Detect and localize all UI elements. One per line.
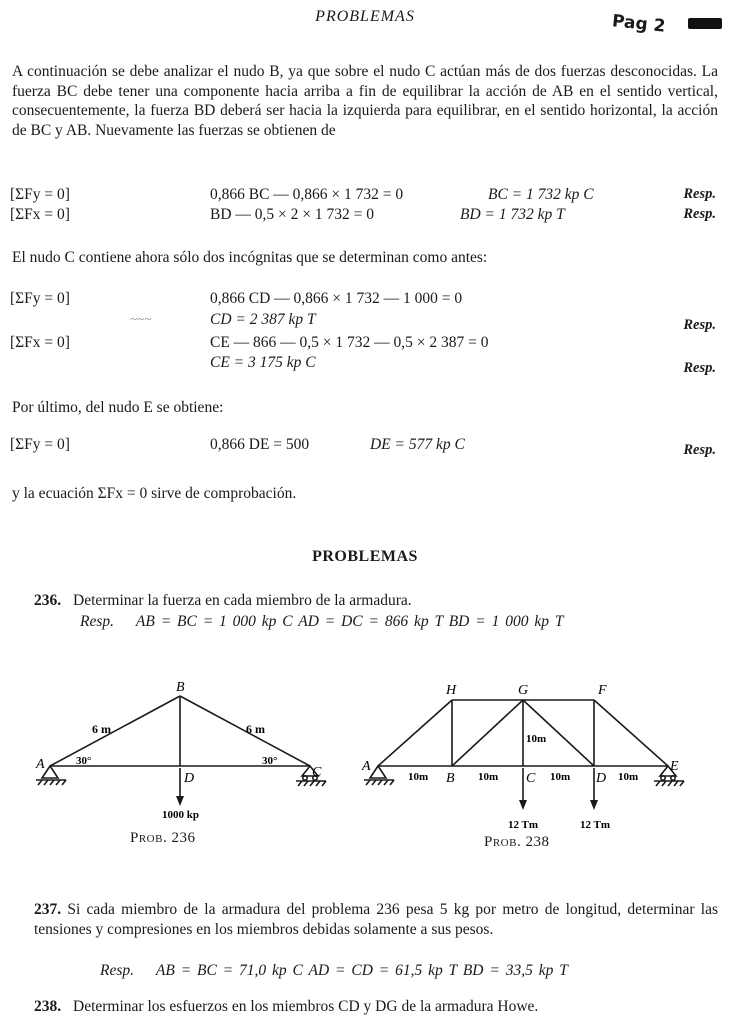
equation-label: [ΣFy = 0] (10, 290, 70, 307)
label-d: D (596, 771, 607, 786)
problem-236 (34, 592, 412, 610)
pin-support-a (370, 766, 386, 778)
intro-paragraph: A continuación se debe analizar el nudo B, ya que sobre el nudo C actúan más de dos fuerzas desconocidas. La fuerza BC debe tener una componente hacia arriba a fin de equilibrar la acción de AB en el sentido vertical, consecuentemente, la fuerza BD deberá ser hacia la izquierda para equilibrar, en el sentido horizontal, la acción de BC y AB. Nuevamente las fuerzas se obtienen de (12, 63, 718, 139)
answer-text: AB = BC = 71,0 kp C AD = CD = 61,5 kp T BD = 33,5 kp T (155, 962, 568, 979)
problem-236-answer (80, 613, 563, 631)
member-fe (594, 700, 668, 766)
problem-number: 237. (34, 901, 62, 918)
problem-number: 236. (34, 592, 62, 609)
length-left: 6 m (92, 722, 111, 736)
equation-row (10, 290, 716, 310)
label-b: B (446, 771, 455, 786)
equation-row (10, 186, 716, 206)
label-d: D (184, 771, 195, 786)
label-c: C (526, 771, 536, 786)
equation-result: BD = 1 732 kp T (460, 206, 565, 223)
problem-237 (34, 900, 718, 939)
equation-result: DE = 577 kp C (370, 436, 465, 453)
load-label: 1000 kp (162, 809, 199, 821)
equation-label: [ΣFy = 0] (10, 186, 70, 203)
equation-text: BD — 0,5 × 2 × 1 732 = 0 (210, 206, 375, 223)
problem-number: 238. (34, 998, 62, 1015)
label-e: E (670, 759, 679, 774)
equation-row (10, 354, 716, 374)
equation-text: 0,866 CD — 0,866 × 1 732 — 1 000 = 0 (210, 290, 463, 307)
problem-238 (34, 998, 538, 1016)
equation-result: BC = 1 732 kp C (488, 186, 594, 203)
equation-text: 0,866 DE = 500 (210, 436, 310, 453)
label-a: A (362, 759, 371, 774)
span-bc: 10m (478, 771, 499, 783)
section-title: PROBLEMAS (312, 548, 418, 565)
equation-result: CD = 2 387 kp T (210, 311, 316, 328)
equation-row (10, 311, 716, 331)
angle-right: 30° (262, 755, 278, 767)
member-ah (378, 700, 452, 766)
height-label: 10m (526, 733, 547, 745)
label-f: F (598, 683, 607, 698)
equation-label: [ΣFx = 0] (10, 334, 70, 351)
equation-row (10, 334, 716, 354)
node-c-paragraph: El nudo C contiene ahora sólo dos incógnitas que se determinan como antes: (12, 249, 488, 266)
truss-figure-238 (358, 678, 688, 838)
figure-238-caption: Prob. 238 (484, 834, 550, 850)
angle-left: 30° (76, 755, 92, 767)
truss-figure-236 (30, 676, 340, 856)
ink-mark (688, 18, 722, 29)
resp-label: Resp. (683, 206, 716, 222)
resp-label: Resp. (683, 360, 716, 376)
length-right: 6 m (246, 722, 265, 736)
resp-label: Resp. (683, 317, 716, 333)
label-a: A (36, 757, 45, 772)
equation-row (10, 436, 716, 456)
label-c: C (312, 765, 322, 780)
equation-row (10, 206, 716, 226)
problem-text: Si cada miembro de la armadura del problema 236 pesa 5 kg por metro de longitud, determinar las tensiones y compresiones en los miembros debidas solamente a sus pesos. (34, 901, 718, 938)
span-cd: 10m (550, 771, 571, 783)
equation-label: [ΣFx = 0] (10, 206, 70, 223)
label-h: H (446, 683, 457, 698)
problem-text: Determinar la fuerza en cada miembro de la armadura. (73, 592, 412, 609)
span-ab: 10m (408, 771, 429, 783)
equation-result: CE = 3 175 kp C (210, 354, 316, 371)
load-label-d: 12 Tm (580, 819, 611, 831)
answer-text: AB = BC = 1 000 kp C AD = DC = 866 kp T BD = 1 000 kp T (135, 613, 564, 630)
member-bg (452, 700, 523, 766)
load-label-c: 12 Tm (508, 819, 539, 831)
equation-text: 0,866 BC — 0,866 × 1 732 = 0 (210, 186, 404, 203)
label-g: G (518, 683, 529, 698)
pencil-scribble: ~~~ (130, 311, 152, 326)
equation-text: CE — 866 — 0,5 × 1 732 — 0,5 × 2 387 = 0 (210, 334, 489, 351)
figure-236-caption: Prob. 236 (130, 830, 196, 846)
member-bc (180, 696, 310, 766)
label-b: B (176, 680, 185, 695)
resp-label: Resp. (100, 962, 135, 979)
page-header-title: PROBLEMAS (315, 8, 415, 25)
resp-label: Resp. (80, 613, 115, 630)
problem-text: Determinar los esfuerzos en los miembros CD y DG de la armadura Howe. (73, 998, 539, 1015)
member-ab (50, 696, 180, 766)
problem-237-answer (100, 962, 568, 980)
check-paragraph: y la ecuación ΣFx = 0 sirve de comprobación. (12, 485, 297, 502)
handwritten-page-note: Pag 2 (611, 11, 667, 37)
node-e-paragraph: Por último, del nudo E se obtiene: (12, 399, 224, 416)
resp-label: Resp. (683, 442, 716, 458)
equation-label: [ΣFy = 0] (10, 436, 70, 453)
span-de: 10m (618, 771, 639, 783)
resp-label: Resp. (683, 186, 716, 202)
